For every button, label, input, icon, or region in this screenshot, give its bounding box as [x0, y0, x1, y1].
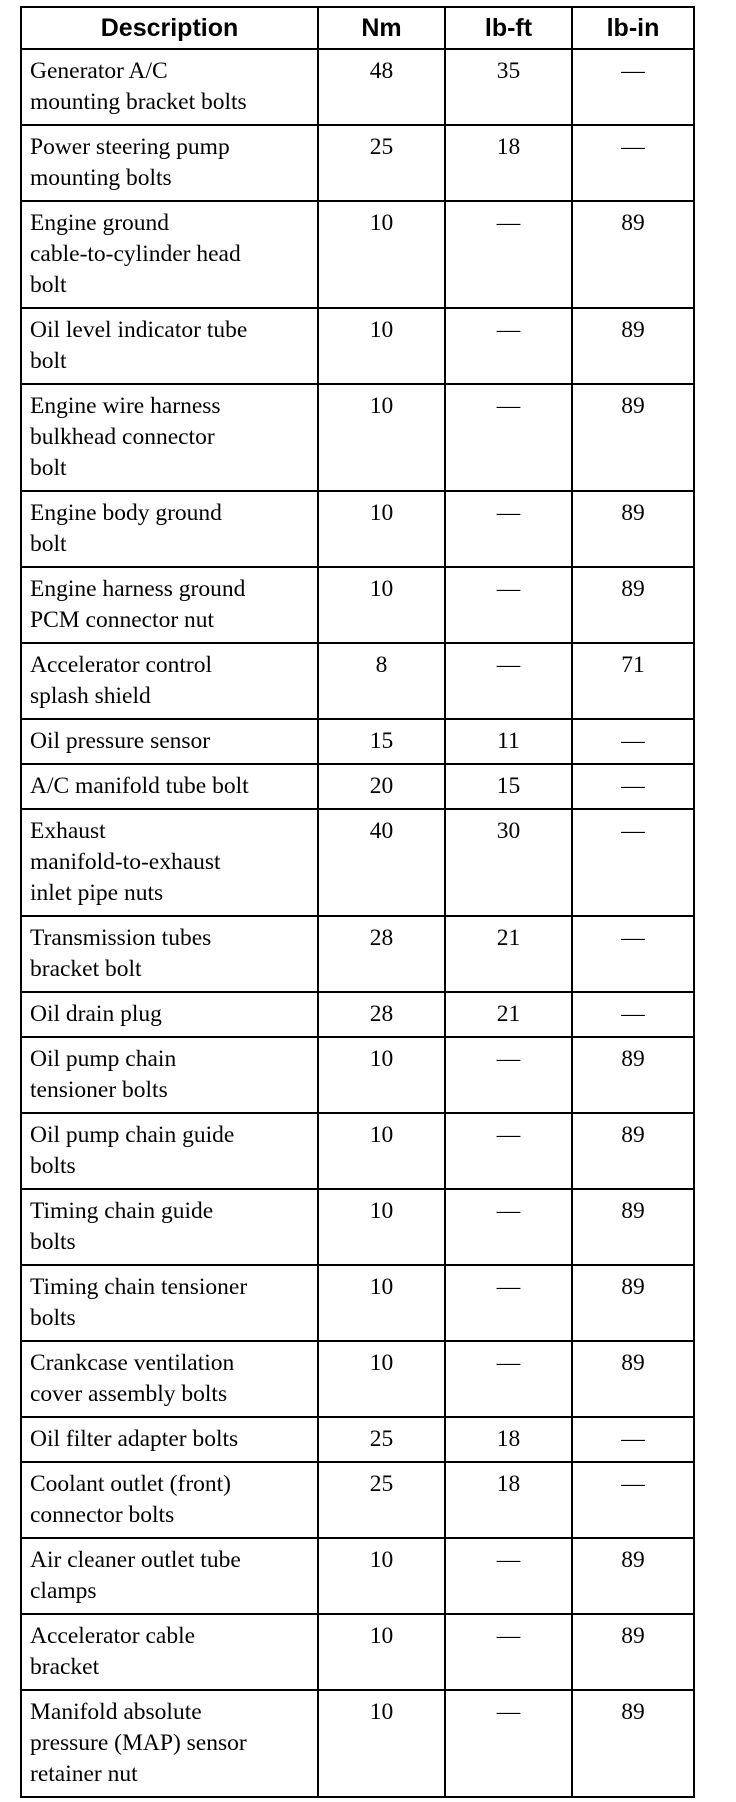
table-row [21, 916, 694, 992]
cell-lbft: — [445, 1341, 572, 1417]
cell-description: A/C manifold tube bolt [21, 764, 318, 809]
table-row [21, 125, 694, 201]
table-row [21, 1417, 694, 1462]
cell-description: Engine body ground bolt [21, 491, 318, 567]
table-row [21, 1614, 694, 1690]
cell-nm: 28 [318, 916, 445, 992]
cell-lbft: 21 [445, 992, 572, 1037]
table-row [21, 1462, 694, 1538]
cell-lbft: — [445, 1037, 572, 1113]
cell-nm: 10 [318, 1037, 445, 1113]
table-row [21, 1341, 694, 1417]
cell-description: Oil pump chain tensioner bolts [21, 1037, 318, 1113]
table-row [21, 567, 694, 643]
cell-nm: 8 [318, 643, 445, 719]
cell-lbin: 89 [572, 384, 694, 491]
cell-lbin: 89 [572, 1037, 694, 1113]
table-row [21, 1538, 694, 1614]
cell-description: Oil drain plug [21, 992, 318, 1037]
cell-lbft: — [445, 491, 572, 567]
table-row [21, 201, 694, 308]
cell-description: Transmission tubes bracket bolt [21, 916, 318, 992]
cell-lbin: 89 [572, 1265, 694, 1341]
cell-lbft: — [445, 567, 572, 643]
cell-nm: 10 [318, 1690, 445, 1797]
cell-description: Oil filter adapter bolts [21, 1417, 318, 1462]
cell-description: Coolant outlet (front) connector bolts [21, 1462, 318, 1538]
cell-lbft: 18 [445, 1417, 572, 1462]
cell-nm: 10 [318, 308, 445, 384]
cell-description: Air cleaner outlet tube clamps [21, 1538, 318, 1614]
cell-lbin: — [572, 719, 694, 764]
cell-lbin: — [572, 125, 694, 201]
table-row [21, 719, 694, 764]
cell-description: Engine wire harness bulkhead connector bolt [21, 384, 318, 491]
cell-nm: 10 [318, 1265, 445, 1341]
cell-nm: 10 [318, 1113, 445, 1189]
cell-nm: 10 [318, 1538, 445, 1614]
cell-nm: 25 [318, 1417, 445, 1462]
table-row [21, 809, 694, 916]
cell-nm: 10 [318, 384, 445, 491]
header-nm: Nm [318, 7, 445, 49]
cell-lbin: — [572, 809, 694, 916]
cell-lbin: 89 [572, 1189, 694, 1265]
cell-lbft: — [445, 201, 572, 308]
cell-lbft: — [445, 1265, 572, 1341]
cell-nm: 25 [318, 1462, 445, 1538]
table-header [21, 7, 694, 49]
cell-lbft: 21 [445, 916, 572, 992]
cell-lbft: — [445, 1690, 572, 1797]
cell-description: Oil level indicator tube bolt [21, 308, 318, 384]
table-body [21, 49, 694, 1797]
cell-lbin: 89 [572, 1341, 694, 1417]
cell-lbin: 89 [572, 491, 694, 567]
cell-lbin: 89 [572, 1538, 694, 1614]
cell-lbin: 89 [572, 201, 694, 308]
cell-lbin: — [572, 916, 694, 992]
cell-description: Oil pressure sensor [21, 719, 318, 764]
table-row [21, 764, 694, 809]
cell-nm: 15 [318, 719, 445, 764]
table-row [21, 1690, 694, 1797]
cell-lbin: 89 [572, 567, 694, 643]
cell-lbft: 30 [445, 809, 572, 916]
cell-nm: 10 [318, 491, 445, 567]
table-row [21, 992, 694, 1037]
cell-lbft: 35 [445, 49, 572, 125]
table-row [21, 384, 694, 491]
header-row [21, 7, 694, 49]
table-row [21, 1189, 694, 1265]
header-lbft: lb-ft [445, 7, 572, 49]
cell-lbin: 89 [572, 1614, 694, 1690]
cell-description: Engine ground cable-to-cylinder head bolt [21, 201, 318, 308]
cell-lbft: — [445, 1189, 572, 1265]
cell-lbin: — [572, 1417, 694, 1462]
cell-lbft: — [445, 1538, 572, 1614]
table-row [21, 643, 694, 719]
cell-lbin: — [572, 992, 694, 1037]
cell-nm: 28 [318, 992, 445, 1037]
cell-lbft: 11 [445, 719, 572, 764]
table-row [21, 1113, 694, 1189]
cell-lbin: — [572, 1462, 694, 1538]
cell-description: Engine harness ground PCM connector nut [21, 567, 318, 643]
cell-description: Timing chain tensioner bolts [21, 1265, 318, 1341]
cell-nm: 10 [318, 1341, 445, 1417]
cell-lbin: — [572, 764, 694, 809]
cell-description: Accelerator cable bracket [21, 1614, 318, 1690]
cell-lbft: — [445, 643, 572, 719]
cell-lbft: 18 [445, 1462, 572, 1538]
cell-nm: 10 [318, 1614, 445, 1690]
cell-lbin: 89 [572, 1113, 694, 1189]
cell-nm: 40 [318, 809, 445, 916]
cell-lbft: — [445, 384, 572, 491]
cell-nm: 20 [318, 764, 445, 809]
cell-description: Exhaust manifold-to-exhaust inlet pipe nuts [21, 809, 318, 916]
cell-nm: 48 [318, 49, 445, 125]
cell-lbft: — [445, 1614, 572, 1690]
table-row [21, 1265, 694, 1341]
cell-description: Crankcase ventilation cover assembly bolts [21, 1341, 318, 1417]
table-row [21, 491, 694, 567]
cell-nm: 10 [318, 201, 445, 308]
cell-lbin: 89 [572, 1690, 694, 1797]
cell-lbft: 18 [445, 125, 572, 201]
cell-lbin: 89 [572, 308, 694, 384]
cell-description: Accelerator control splash shield [21, 643, 318, 719]
cell-lbft: — [445, 1113, 572, 1189]
cell-lbin: 71 [572, 643, 694, 719]
torque-spec-table [20, 6, 695, 1798]
table-row [21, 308, 694, 384]
cell-lbft: 15 [445, 764, 572, 809]
cell-description: Generator A/C mounting bracket bolts [21, 49, 318, 125]
cell-description: Timing chain guide bolts [21, 1189, 318, 1265]
table-row [21, 1037, 694, 1113]
cell-lbin: — [572, 49, 694, 125]
cell-lbft: — [445, 308, 572, 384]
cell-nm: 10 [318, 1189, 445, 1265]
table-row [21, 49, 694, 125]
cell-description: Power steering pump mounting bolts [21, 125, 318, 201]
header-description: Description [21, 7, 318, 49]
cell-description: Manifold absolute pressure (MAP) sensor retainer nut [21, 1690, 318, 1797]
cell-nm: 25 [318, 125, 445, 201]
cell-nm: 10 [318, 567, 445, 643]
header-lbin: lb-in [572, 7, 694, 49]
cell-description: Oil pump chain guide bolts [21, 1113, 318, 1189]
